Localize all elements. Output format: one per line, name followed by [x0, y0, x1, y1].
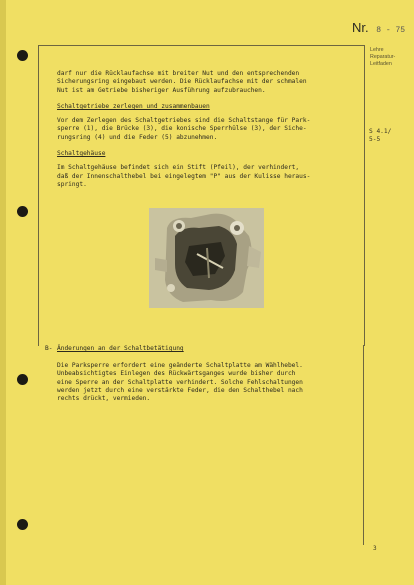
gearbox-housing-photo — [149, 208, 264, 308]
main-content — [57, 70, 367, 193]
side-reference: S 4.1/ 5-5 — [369, 128, 392, 143]
paragraph-intro: darf nur die Rücklaufachse mit breiter Nut und den entsprechenden Sicherungsring eingebaut werden. Die Rücklaufachse mit der schmalen Nut ist am Getriebe bisheriger Ausführung aufzubrauchen. — [57, 70, 307, 94]
heading-schaltgehaeuse: Schaltgehäuse — [57, 150, 106, 158]
nr-label: Nr. — [352, 20, 369, 35]
binder-hole — [17, 50, 28, 61]
binder-hole — [17, 374, 28, 385]
heading-schaltgetriebe: Schaltgetriebe zerlegen und zusammenbauen — [57, 102, 210, 110]
section-b-letter: B- — [45, 345, 53, 352]
sidebar-label: Lehre Reparatur- Leitfaden — [370, 47, 396, 67]
paragraph-schaltbetaetigung: Die Parksperre erfordert eine geänderte Schaltplatte am Wählhebel. Unbeabsichtigtes Einlegen des Rückwärtsganges wurde bisher durch eine Sperre an der Schaltplatte verhindert. Solche Fehlschaltungen werden jetzt durch eine verstärkte Feder, die den Schalthebel nach rechts drückt, vermieden. — [57, 362, 303, 403]
page-edge — [0, 0, 6, 585]
binder-hole — [17, 519, 28, 530]
binder-hole — [17, 206, 28, 217]
paragraph-schaltgehaeuse: Im Schaltgehäuse befindet sich ein Stift (Pfeil), der verhindert, daß der Innenschalthebel bei eingelegtem "P" aus der Kulisse heraus- springt. — [57, 164, 311, 188]
page-number: 3 — [373, 545, 377, 552]
section-b-title: Änderungen an der Schaltbetätigung — [57, 345, 184, 352]
nr-value: 8 - 75 — [376, 26, 406, 35]
paragraph-schaltgetriebe: Vor dem Zerlegen des Schaltgetriebes sind die Schaltstange für Park- sperre (1), die Brücke (3), die konische Sperrhülse (3), der Siche- rungsring (4) und die Feder (5) abzunehmen. — [57, 117, 311, 141]
document-number — [352, 20, 405, 35]
